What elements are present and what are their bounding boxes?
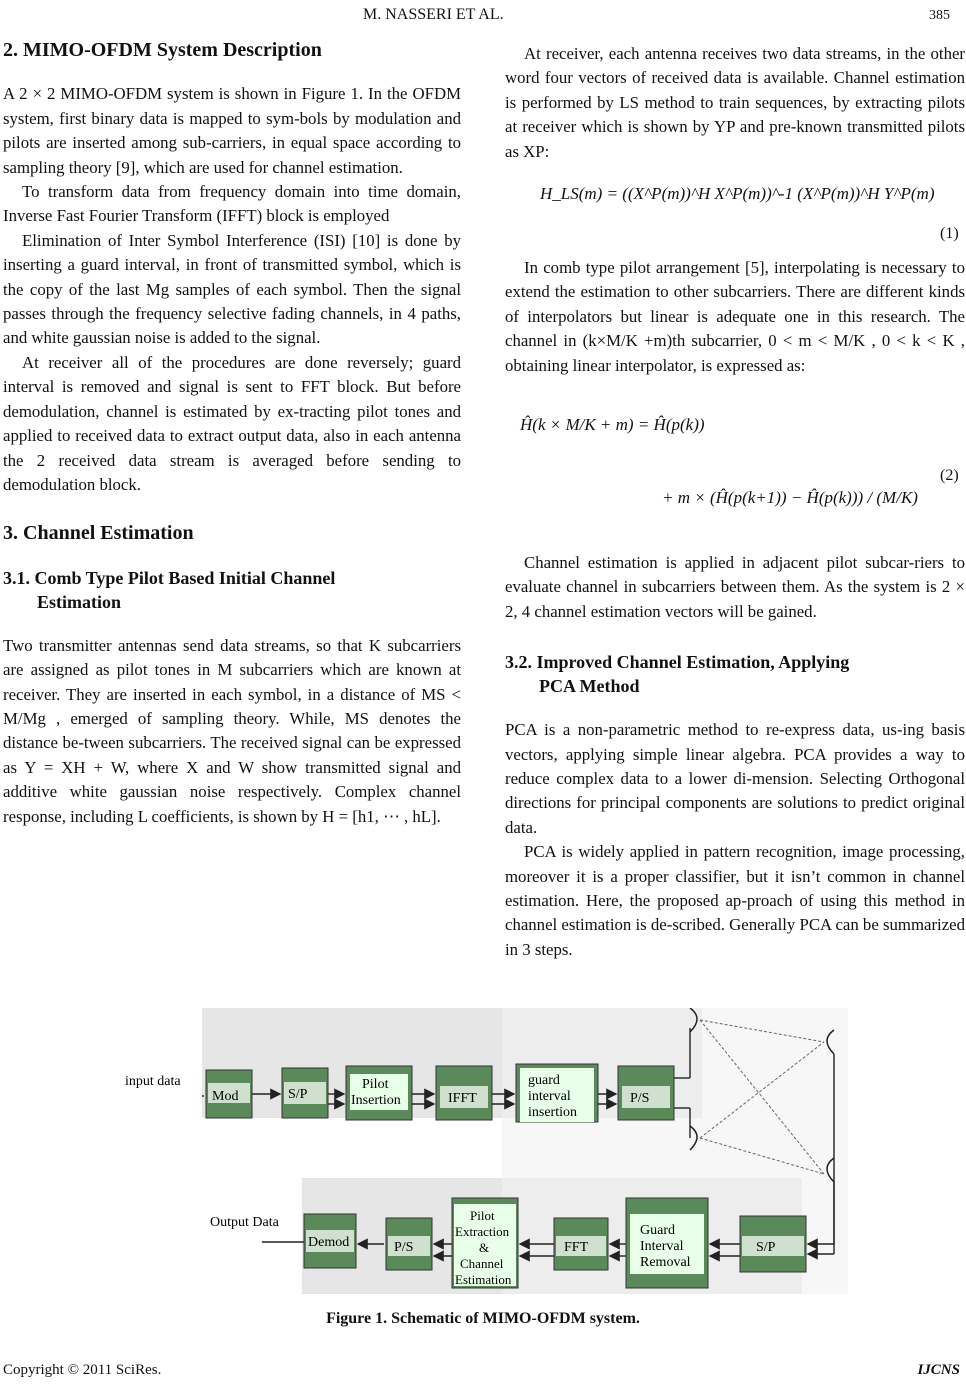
mimo-ofdm-diagram	[122, 1008, 848, 1294]
equation-1-number: (1)	[940, 225, 959, 242]
rx-demod-label: Demod	[308, 1235, 350, 1250]
tx-block-mod	[206, 1070, 252, 1118]
right-paragraph-3: Channel estimation is applied in adjacent pilot subcar-riers to evaluate channel in subcarriers between them. As the system is 2 × 2, 4 channel estimation vectors will be gained.	[505, 553, 965, 621]
figure-1	[122, 1008, 848, 1294]
right-column-part3	[505, 551, 965, 962]
right-paragraph-2: In comb type pilot arrangement [5], interpolating is necessary to extend the estimation to other subcarriers. There are different kinds of interpolators but linear is adequate one in this research. The channel in (k×M/K +m)th subcarrier, 0 < m < M/K , 0 < k < K , obtaining linear interpolator, is expressed as:	[505, 258, 965, 375]
page-number: 385	[929, 8, 950, 23]
subsection-3-2-title	[505, 650, 965, 698]
tx-sp-label: S/P	[288, 1087, 308, 1102]
header-authors: M. NASSERI ET AL.	[363, 6, 504, 23]
right-paragraph-5: PCA is widely applied in pattern recognition, image processing, moreover it is a proper classifier, but it isn’t common in channel estimation. Here, the proposed ap-proach of using this method in channel estimation is de-scribed. Generally PCA can be summarized in 3 steps.	[505, 842, 965, 959]
tx-block-guard-insertion	[516, 1064, 598, 1122]
equation-2-line-1: Ĥ(k × M/K + m) = Ĥ(p(k))	[520, 415, 705, 434]
left-paragraph-1: A 2 × 2 MIMO-OFDM system is shown in Figure 1. In the OFDM system, first binary data is mapped to sym-bols by modulation and pilots are inserted among sub-carriers, in equal space according to sampling theory [9], which are used for channel estimation.	[3, 84, 461, 177]
equation-2-line-2: + m × (Ĥ(p(k+1)) − Ĥ(p(k))) / (M/K)	[662, 488, 918, 507]
left-paragraph-3: Elimination of Inter Symbol Interference (ISI) [10] is done by inserting a guard interval, in front of transmitted symbol, which is the copy of the last Mg samples of each symbol. Then the signal passes through the frequency selective fading channels, in 4 paths, and white gaussian noise is added to the signal.	[3, 230, 461, 348]
tx-ps-label: P/S	[630, 1091, 650, 1106]
svg-text:Insertion: Insertion	[351, 1093, 401, 1108]
running-header	[0, 6, 966, 30]
svg-text:Guard: Guard	[640, 1223, 675, 1238]
subsection-3-1-title	[3, 566, 461, 614]
left-column	[3, 38, 461, 829]
tx-ifft-label: IFFT	[448, 1091, 477, 1106]
rx-block-pilot-extraction	[452, 1198, 518, 1288]
equation-2-number: (2)	[940, 467, 959, 484]
rx-block-demod	[304, 1214, 356, 1268]
right-paragraph-1: At receiver, each antenna receives two data streams, in the other word four vectors of received data is available. Channel estimation is performed by LS method to train sequences, by extracting pilots at receiver which is shown by YP and pre-known transmitted pilots as XP:	[505, 44, 965, 161]
svg-text:Removal: Removal	[640, 1255, 691, 1270]
section-2-title: 2. MIMO-OFDM System Description	[3, 39, 322, 61]
rx-ps-label: P/S	[394, 1240, 414, 1255]
tx-block-sp	[282, 1068, 328, 1118]
svg-text:Extraction: Extraction	[455, 1224, 510, 1239]
svg-text:Interval: Interval	[640, 1239, 684, 1254]
svg-text:interval: interval	[528, 1089, 571, 1104]
tx-block-ifft	[436, 1066, 492, 1120]
svg-text:Pilot: Pilot	[362, 1077, 389, 1092]
rx-output-label: Output Data	[210, 1215, 279, 1230]
rx-sp-label: S/P	[756, 1240, 776, 1255]
tx-mod-label: Mod	[212, 1089, 239, 1104]
tx-block-pilot-insertion	[346, 1066, 412, 1120]
footer-journal: IJCNS	[917, 1362, 960, 1378]
right-column-part2	[505, 256, 965, 378]
svg-text:insertion: insertion	[528, 1105, 577, 1120]
subsection-3-2-line1: 3.2. Improved Channel Estimation, Applying	[505, 652, 850, 673]
rx-block-fft	[554, 1218, 608, 1270]
svg-text:&: &	[479, 1240, 490, 1255]
section-3-title: 3. Channel Estimation	[3, 522, 194, 545]
rx-fft-label: FFT	[564, 1240, 589, 1255]
subsection-3-2-line2: PCA Method	[539, 676, 640, 697]
tx-block-ps	[618, 1066, 674, 1120]
rx-block-ps	[386, 1218, 432, 1270]
right-column	[505, 42, 965, 164]
rx-block-guard-removal	[626, 1198, 708, 1288]
svg-text:Pilot: Pilot	[470, 1208, 495, 1223]
subsection-3-1-line2: Estimation	[37, 591, 122, 612]
svg-text:Channel: Channel	[460, 1256, 504, 1271]
left-paragraph-4: At receiver all of the procedures are done reversely; guard interval is removed and signal is sent to FFT block. But before demodulation, channel is estimated by ex-tracting pilot tones and applied to received data to extract output data, also in each antenna the 2 received data stream is averaged before sending to demodulation block.	[3, 352, 461, 494]
left-paragraph-5: Two transmitter antennas send data streams, so that K subcarriers are assigned as pilot tones in M subcarriers which are known at receiver. They are inserted in each symbol, in a distance of MS < M/Mg , emerged of sampling theory. While, MS denotes the distance be-tween subcarriers. The received signal can be expressed as Y = XH + W, where X and W show transmitted signal and additive white gaussian noise respectively. Complex channel response, including L coefficients, is shown by H = [h1, ⋯ , hL].	[3, 635, 461, 826]
svg-text:Estimation: Estimation	[455, 1272, 512, 1287]
footer-copyright: Copyright © 2011 SciRes.	[3, 1362, 162, 1378]
svg-text:guard: guard	[528, 1073, 560, 1088]
equation-1: H_LS(m) = ((X^P(m))^H X^P(m))^-1 (X^P(m))^H Y^P(m)	[540, 184, 935, 203]
tx-input-label: input data	[125, 1074, 181, 1089]
figure-caption: Figure 1. Schematic of MIMO-OFDM system.	[326, 1310, 640, 1327]
subsection-3-1-line1: 3.1. Comb Type Pilot Based Initial Channel	[3, 567, 336, 588]
left-paragraph-2: To transform data from frequency domain into time domain, Inverse Fast Fourier Transform (IFFT) block is employed	[3, 182, 461, 226]
rx-block-sp	[740, 1216, 806, 1272]
right-paragraph-4: PCA is a non-parametric method to re-express data, us-ing basis vectors, applying simple linear algebra. PCA provides a way to reduce complex data to a lower di-mension. Selecting Orthogonal directions for principal components are solutions to predict original data.	[505, 720, 965, 837]
